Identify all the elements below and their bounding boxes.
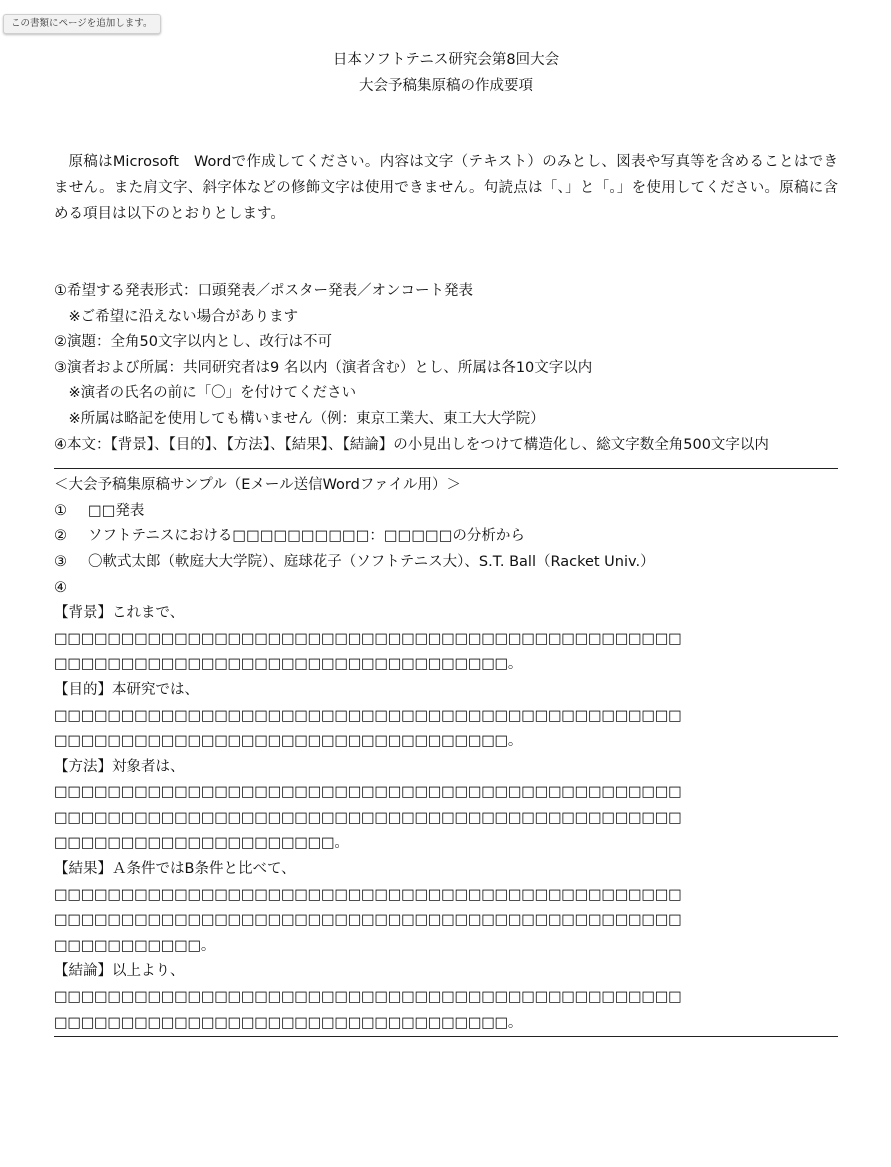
sample-purpose-line-1: □□□□□□□□□□□□□□□□□□□□□□□□□□□□□□□□□□□□□□□□□□□□□□□: [54, 707, 682, 724]
requirements-list: [54, 279, 838, 458]
sample-method-line-3: □□□□□□□□□□□□□□□□□□□□□。: [54, 835, 349, 852]
sample-item-2-number: ②: [54, 528, 67, 545]
sample-result-line-1: □□□□□□□□□□□□□□□□□□□□□□□□□□□□□□□□□□□□□□□□□□□□□□□: [54, 886, 682, 903]
sample-conclusion-heading: 【結論】以上より、: [54, 963, 185, 980]
sample-item-4-number: ④: [54, 579, 67, 596]
sample-background-line-1: □□□□□□□□□□□□□□□□□□□□□□□□□□□□□□□□□□□□□□□□□□□□□□□: [54, 630, 682, 647]
document-title-line1: 日本ソフトテニス研究会第8回大会: [332, 52, 560, 68]
sample-method-heading: 【方法】対象者は、: [54, 758, 185, 775]
requirement-item-4: ④本文：【背景】、【目的】、【方法】、【結果】、【結論】の小見出しをつけて構造化し、総文字数全角500文字以内: [54, 436, 769, 453]
sample-manuscript-box: [54, 468, 838, 1037]
sample-heading: ＜大会予稿集原稿サンプル（Eメール送信Wordファイル用）＞: [54, 477, 462, 494]
sample-background-heading: 【背景】これまで、: [54, 605, 185, 622]
sample-item-4: [54, 576, 838, 602]
requirement-item-1: ①希望する発表形式：口頭発表／ポスター発表／オンコート発表: [54, 283, 473, 299]
sample-conclusion-line-2: □□□□□□□□□□□□□□□□□□□□□□□□□□□□□□□□□□。: [54, 1014, 523, 1031]
requirement-item-2: ②演題：全角50文字以内とし、改行は不可: [54, 334, 332, 351]
sample-item-3-value: 〇軟式太郎（軟庭大大学院）、庭球花子（ソフトテニス大）、S.T. Ball（Racket Univ.）: [88, 553, 655, 570]
document-page: [54, 47, 838, 1037]
intro-paragraph: 原稿はMicrosoft Wordで作成してください。内容は文字（テキスト）のみとし、図表や写真等を含めることはできません。また肩文字、斜字体などの修飾文字は使用できません。句読点は「、」と「。」を使用してください。原稿に含める項目は以下のとおりとします。: [54, 154, 838, 222]
sample-purpose-line-2: □□□□□□□□□□□□□□□□□□□□□□□□□□□□□□□□□□。: [54, 733, 523, 750]
sample-result-line-3: □□□□□□□□□□□。: [54, 937, 215, 954]
sample-item-3: [54, 550, 838, 576]
sample-result-heading: 【結果】Ａ条件ではB条件と比べて、: [54, 861, 296, 878]
sample-item-1-value: □□発表: [88, 502, 145, 519]
sample-item-2: [54, 524, 838, 550]
document-title-line2: 大会予稿集原稿の作成要項: [359, 78, 533, 94]
sample-item-1: [54, 499, 838, 525]
sample-item-3-number: ③: [54, 553, 67, 570]
sample-background-line-2: □□□□□□□□□□□□□□□□□□□□□□□□□□□□□□□□□□。: [54, 656, 523, 673]
sample-item-2-value: ソフトテニスにおける□□□□□□□□□□：□□□□□の分析から: [88, 528, 525, 545]
sample-method-line-1: □□□□□□□□□□□□□□□□□□□□□□□□□□□□□□□□□□□□□□□□□□□□□□□: [54, 784, 682, 801]
sample-result-line-2: □□□□□□□□□□□□□□□□□□□□□□□□□□□□□□□□□□□□□□□□□□□□□□□: [54, 912, 682, 929]
sample-purpose-heading: 【目的】本研究では、: [54, 681, 199, 698]
sample-method-line-2: □□□□□□□□□□□□□□□□□□□□□□□□□□□□□□□□□□□□□□□□□□□□□□□: [54, 809, 682, 826]
requirement-item-1-note: ※ご希望に沿えない場合があります: [68, 308, 299, 325]
sample-conclusion-line-1: □□□□□□□□□□□□□□□□□□□□□□□□□□□□□□□□□□□□□□□□□□□□□□□: [54, 989, 682, 1006]
requirement-item-3-note-2: ※所属は略記を使用しても構いません（例：東京工業大、東工大大学院）: [68, 410, 545, 427]
sample-item-1-number: ①: [54, 502, 67, 519]
requirement-item-3: ③演者および所属：共同研究者は9 名以内（演者含む）とし、所属は各10文字以内: [54, 359, 593, 376]
add-page-tooltip: この書類にページを追加します。: [3, 14, 161, 34]
requirement-item-3-note-1: ※演者の氏名の前に「〇」を付けてください: [68, 385, 357, 402]
